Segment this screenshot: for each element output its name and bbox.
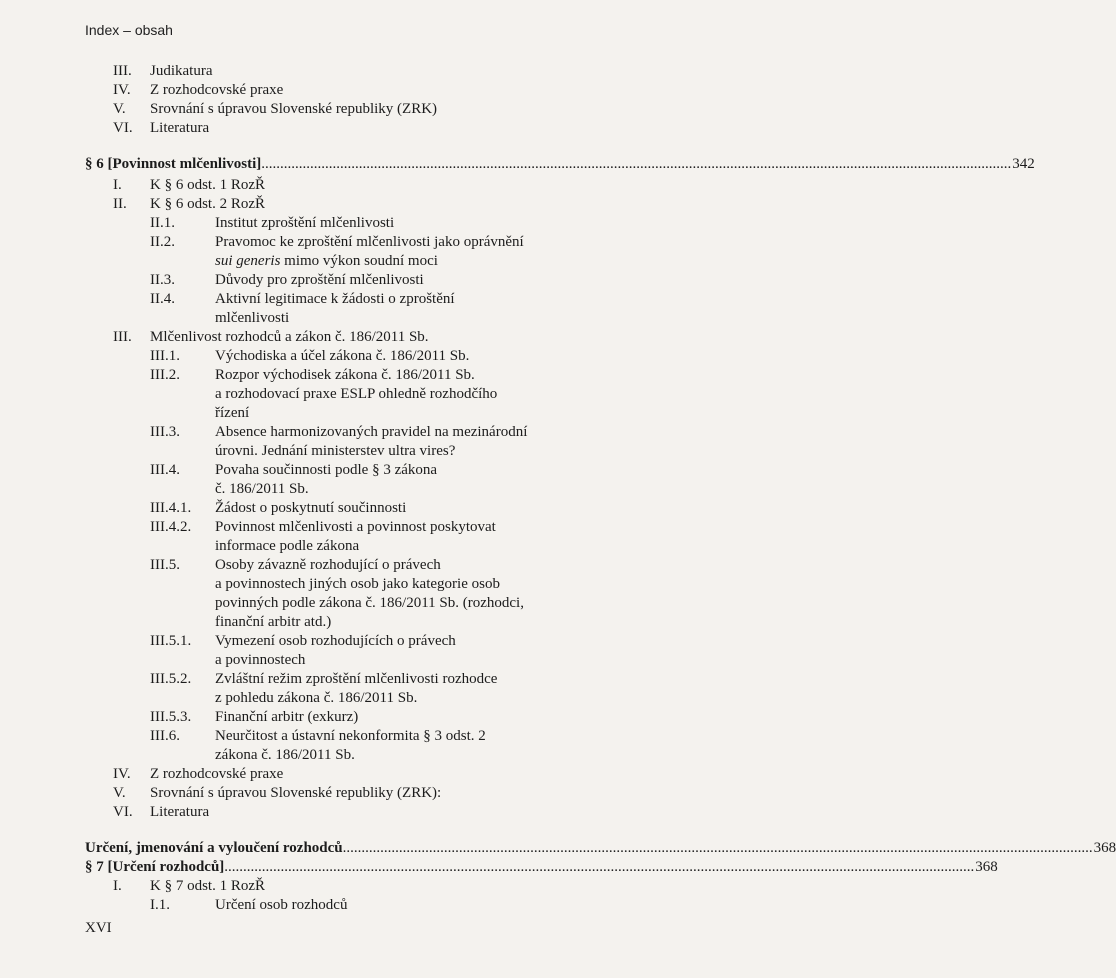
entry-title (215, 252, 438, 270)
entry-title: Institut zproštění mlčenlivosti (215, 215, 395, 231)
entry-title: Osoby závazně rozhodující o právech (215, 557, 441, 573)
section-page-number: 342 (1012, 156, 1035, 172)
dot-leader: ........................................................................................................................................................................................................ (342, 840, 1093, 856)
entry-number: V. (113, 785, 126, 801)
entry-number: III.5.1. (150, 633, 192, 649)
entry-title-italic: sui generis (215, 253, 281, 269)
entry-title: Judikatura (150, 63, 213, 79)
entry-title: Srovnání s úpravou Slovenské republiky (ZRK) (150, 101, 438, 117)
entry-title-rest: mimo výkon soudní moci (280, 253, 438, 269)
entry-title: Srovnání s úpravou Slovenské republiky (ZRK): (150, 785, 442, 801)
entry-number: III.5.2. (150, 671, 192, 687)
entry-title: a povinnostech jiných osob jako kategorie osob (215, 576, 500, 592)
entry-title: Literatura (150, 804, 210, 820)
entry-title: Povinnost mlčenlivosti a povinnost poskytovat (215, 519, 496, 535)
entry-title: Zvláštní režim zproštění mlčenlivosti rozhodce (215, 671, 498, 687)
section-title: § 6 [Povinnost mlčenlivosti] (85, 156, 262, 172)
entry-number: VI. (113, 120, 133, 136)
entry-title: Určení osob rozhodců (215, 897, 348, 913)
entry-number: III.4.2. (150, 519, 192, 535)
entry-number: III.6. (150, 728, 180, 744)
entry-number: III.3. (150, 424, 180, 440)
entry-title: povinných podle zákona č. 186/2011 Sb. (rozhodci, (215, 595, 524, 611)
entry-title: Finanční arbitr (exkurz) (215, 709, 359, 725)
entry-title: řízení (215, 405, 250, 421)
entry-number: VI. (113, 804, 133, 820)
entry-number: II.3. (150, 272, 175, 288)
entry-title: z pohledu zákona č. 186/2011 Sb. (215, 690, 418, 706)
entry-title: a rozhodovací praxe ESLP ohledně rozhodčího (215, 386, 498, 402)
entry-number: II.4. (150, 291, 175, 307)
entry-title: finanční arbitr atd.) (215, 614, 332, 630)
entry-number: III. (113, 63, 132, 79)
entry-title: Povaha součinnosti podle § 3 zákona (215, 462, 438, 478)
entry-title: K § 6 odst. 1 RozŘ (150, 177, 266, 193)
entry-number: III.1. (150, 348, 180, 364)
entry-number: IV. (113, 82, 131, 98)
section-title: Určení, jmenování a vyloučení rozhodců (85, 840, 343, 856)
entry-number: III.4. (150, 462, 180, 478)
section-page-number: 368 (1093, 840, 1116, 856)
entry-number: IV. (113, 766, 131, 782)
section-title: § 7 [Určení rozhodců] (85, 859, 225, 875)
entry-number: V. (113, 101, 126, 117)
page-number: XVI (85, 920, 112, 936)
dot-leader: ........................................................................................................................................................................................................ (224, 859, 975, 875)
entry-title: Aktivní legitimace k žádosti o zproštění (215, 291, 455, 307)
entry-number: II.2. (150, 234, 175, 250)
entry-title: č. 186/2011 Sb. (215, 481, 309, 497)
entry-title: Absence harmonizovaných pravidel na mezinárodní (215, 424, 528, 440)
entry-title: Neurčitost a ústavní nekonformita § 3 odst. 2 (215, 728, 486, 744)
entry-title: Důvody pro zproštění mlčenlivosti (215, 272, 424, 288)
section-page-number: 368 (975, 859, 998, 875)
entry-title: Z rozhodcovské praxe (150, 82, 284, 98)
running-header: Index – obsah (85, 22, 173, 38)
entry-number: III.5. (150, 557, 180, 573)
entry-title: a povinnostech (215, 652, 306, 668)
entry-number: III.5.3. (150, 709, 192, 725)
entry-number: III.2. (150, 367, 180, 383)
entry-number: I. (113, 177, 122, 193)
entry-title: Mlčenlivost rozhodců a zákon č. 186/2011 Sb. (150, 329, 429, 345)
entry-number: III.4.1. (150, 500, 192, 516)
entry-number: II. (113, 196, 127, 212)
entry-title: K § 6 odst. 2 RozŘ (150, 196, 266, 212)
entry-title: Žádost o poskytnutí součinnosti (215, 500, 407, 516)
entry-title: informace podle zákona (215, 538, 360, 554)
entry-title: Literatura (150, 120, 210, 136)
entry-number: I.1. (150, 897, 170, 913)
entry-title: Vymezení osob rozhodujících o právech (215, 633, 456, 649)
dot-leader: ........................................................................................................................................................................................................ (261, 156, 1012, 172)
entry-number: I. (113, 878, 122, 894)
entry-title: K § 7 odst. 1 RozŘ (150, 878, 266, 894)
entry-title: zákona č. 186/2011 Sb. (215, 747, 355, 763)
entry-title: úrovni. Jednání ministerstev ultra vires? (215, 443, 456, 459)
entry-title: Z rozhodcovské praxe (150, 766, 284, 782)
entry-number: III. (113, 329, 132, 345)
entry-title: Východiska a účel zákona č. 186/2011 Sb. (215, 348, 470, 364)
entry-number: II.1. (150, 215, 175, 231)
entry-title: Pravomoc ke zproštění mlčenlivosti jako oprávnění (215, 234, 524, 250)
entry-title: mlčenlivosti (215, 310, 290, 326)
entry-title: Rozpor východisek zákona č. 186/2011 Sb. (215, 367, 475, 383)
